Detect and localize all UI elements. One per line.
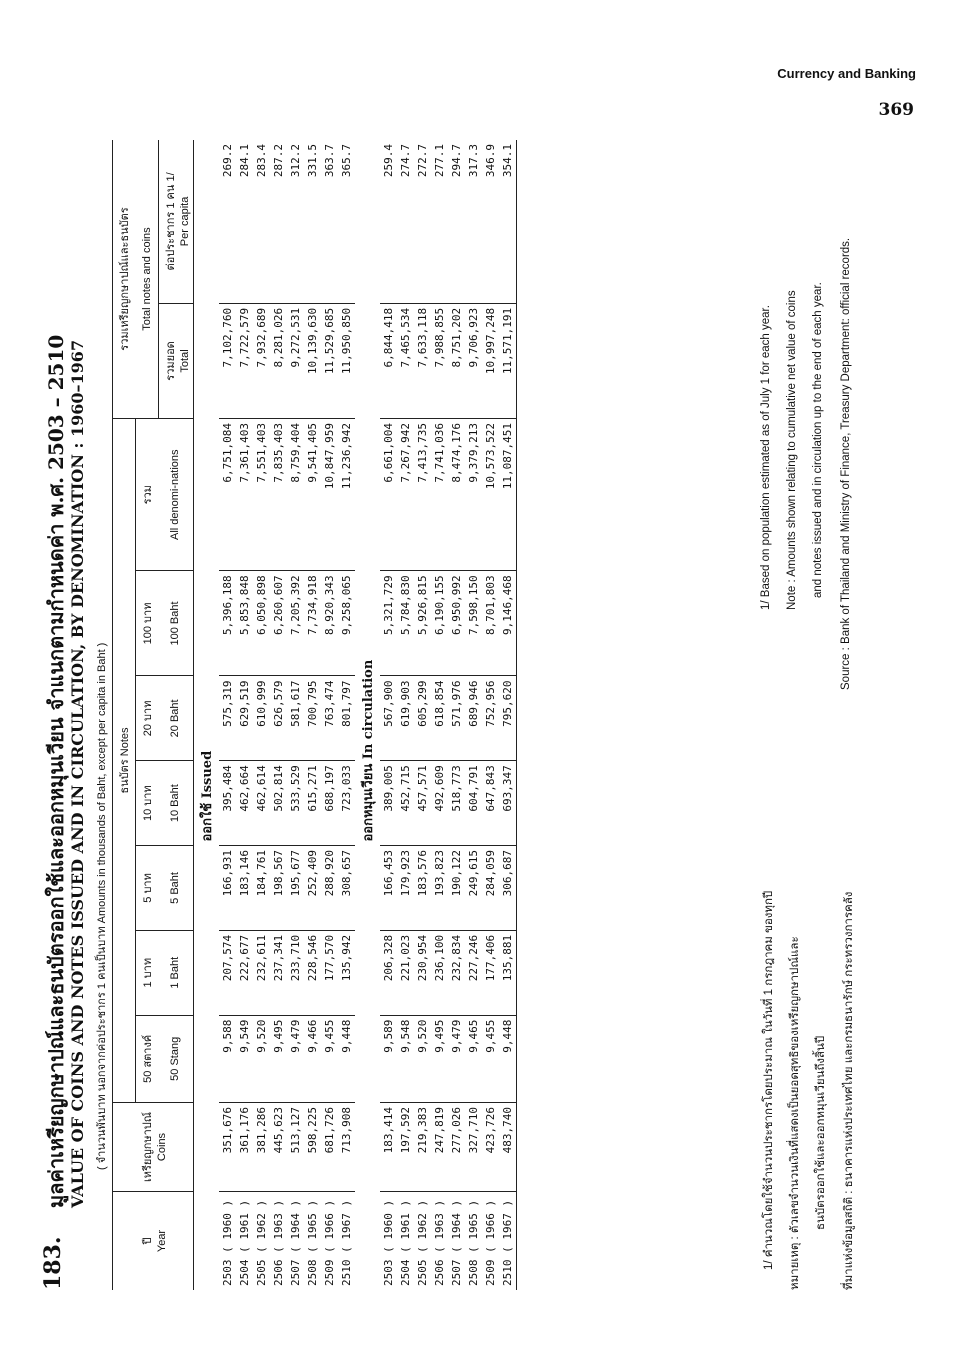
title-thai: มูลค่าเหรียญกษาปณ์และธนบัตรออกใช้และออกหมุนเวียน จำแนกตามกำหนดค่า พ.ศ. 2503 – 2510	[44, 334, 68, 1208]
denom-10baht-en: 10 Baht	[158, 761, 193, 846]
value-cell: 8,759,404	[287, 419, 304, 571]
value-cell: 237,341	[270, 930, 287, 1015]
table-body	[193, 140, 516, 1290]
value-cell: 5,853,848	[236, 571, 253, 676]
value-cell: 7,413,735	[414, 419, 431, 571]
table-row	[287, 140, 304, 1290]
value-cell: 9,495	[270, 1015, 287, 1102]
value-cell: 6,950,992	[448, 571, 465, 676]
value-cell: 6,751,084	[219, 419, 236, 571]
value-cell: 395,484	[219, 761, 236, 846]
note-en	[786, 290, 798, 610]
value-cell: 6,661,004	[380, 419, 397, 571]
value-cell: 11,571,191	[499, 303, 517, 418]
denom-10baht-th: 10 บาท	[136, 761, 159, 846]
value-cell: 331.5	[304, 140, 321, 303]
denom-50stang-en: 50 Stang	[158, 1015, 193, 1102]
notes-group-header: ธนบัตร Notes	[113, 419, 136, 1103]
total-header	[158, 303, 193, 418]
value-cell: 195,677	[287, 846, 304, 931]
value-cell: 183,414	[380, 1103, 397, 1192]
total-group-header-th: รวมเหรียญกษาปณ์และธนบัตร	[113, 140, 136, 419]
value-cell: 193,823	[431, 846, 448, 931]
year-header-th: ปี	[141, 1237, 154, 1245]
value-cell: 7,633,118	[414, 303, 431, 418]
value-cell: 269.2	[219, 140, 236, 303]
value-cell: 9,479	[448, 1015, 465, 1102]
value-cell: 207,574	[219, 930, 236, 1015]
value-cell: 184,761	[253, 846, 270, 931]
table-row	[431, 140, 448, 1290]
value-cell: 183,146	[236, 846, 253, 931]
value-cell: 9,588	[219, 1015, 236, 1102]
note-th-label: หมายเหตุ :	[789, 1236, 801, 1290]
value-cell: 689,946	[465, 676, 482, 761]
value-cell: 462,664	[236, 761, 253, 846]
value-cell: 177,570	[321, 930, 338, 1015]
value-cell: 700,795	[304, 676, 321, 761]
value-cell: 647,843	[482, 761, 499, 846]
value-cell: 5,784,830	[397, 571, 414, 676]
value-cell: 7,361,403	[236, 419, 253, 571]
rotated-table-sheet	[40, 120, 900, 1300]
value-cell: 423,726	[482, 1103, 499, 1192]
value-cell: 135,881	[499, 930, 517, 1015]
denom-all-en: All denomi-nations	[158, 419, 193, 571]
value-cell: 10,139,630	[304, 303, 321, 418]
section-row	[193, 140, 219, 1290]
value-cell: 206,328	[380, 930, 397, 1015]
footnote-1-th: 1/ คำนวณโดยใช้จำนวนประชากรโดยประมาณ ในวันที่ 1 กรกฎาคม ของทุกปี	[763, 890, 775, 1270]
value-cell: 615,271	[304, 761, 321, 846]
denom-all-th: รวม	[136, 419, 159, 571]
value-cell: 222,677	[236, 930, 253, 1015]
value-cell: 230,954	[414, 930, 431, 1015]
value-cell: 567,900	[380, 676, 397, 761]
value-cell: 233,710	[287, 930, 304, 1015]
note-th-line1: ตัวเลขจำนวนเงินที่แสดงเป็นยอดสุทธิของเหรียญกษาปณ์และ	[789, 936, 801, 1234]
denom-20baht-th: 20 บาท	[136, 676, 159, 761]
per-capita-header	[158, 140, 193, 303]
value-cell: 11,236,942	[338, 419, 355, 571]
value-cell: 10,997,248	[482, 303, 499, 418]
value-cell: 288,920	[321, 846, 338, 931]
value-cell: 605,299	[414, 676, 431, 761]
value-cell: 365.7	[338, 140, 355, 303]
value-cell: 274.7	[397, 140, 414, 303]
value-cell: 9,520	[253, 1015, 270, 1102]
value-cell: 9,379,213	[465, 419, 482, 571]
table-row	[338, 140, 355, 1290]
units-note: ( จำนวนพันบาท นอกจากค่อประชากร 1 คนเป็นบาท Amounts in thousands of Baht, except per capita in Baht )	[96, 642, 108, 1170]
value-cell: 294.7	[448, 140, 465, 303]
value-cell: 10,573,522	[482, 419, 499, 571]
value-cell: 9,549	[236, 1015, 253, 1102]
value-cell: 9,455	[482, 1015, 499, 1102]
value-cell: 681,726	[321, 1103, 338, 1192]
value-cell: 9,146,468	[499, 571, 517, 676]
table-number: 183.	[40, 1236, 66, 1290]
value-cell: 502,814	[270, 761, 287, 846]
value-cell: 5,396,188	[219, 571, 236, 676]
table-row	[304, 140, 321, 1290]
value-cell: 9,479	[287, 1015, 304, 1102]
value-cell: 9,448	[338, 1015, 355, 1102]
value-cell: 7,102,760	[219, 303, 236, 418]
value-cell: 346.9	[482, 140, 499, 303]
value-cell: 581,617	[287, 676, 304, 761]
year-cell: 2503 ( 1960 )	[220, 1199, 234, 1286]
value-cell: 445,623	[270, 1103, 287, 1192]
value-cell: 9,272,531	[287, 303, 304, 418]
table-row	[465, 140, 482, 1290]
value-cell: 6,844,418	[380, 303, 397, 418]
value-cell: 9,589	[380, 1015, 397, 1102]
value-cell: 284.1	[236, 140, 253, 303]
value-cell: 598,225	[304, 1103, 321, 1192]
value-cell: 197,592	[397, 1103, 414, 1192]
value-cell: 492,609	[431, 761, 448, 846]
value-cell: 236,100	[431, 930, 448, 1015]
value-cell: 6,050,898	[253, 571, 270, 676]
value-cell: 351,676	[219, 1103, 236, 1192]
value-cell: 9,541,405	[304, 419, 321, 571]
denom-1baht-en: 1 Baht	[158, 930, 193, 1015]
year-cell: 2506 ( 1963 )	[432, 1199, 446, 1286]
note-en-label: Note	[786, 585, 798, 610]
value-cell: 752,956	[482, 676, 499, 761]
section-header: Currency and Banking	[777, 66, 916, 81]
year-cell: 2504 ( 1961 )	[237, 1199, 251, 1286]
value-cell: 381,286	[253, 1103, 270, 1192]
table-row	[380, 140, 397, 1290]
value-cell: 11,529,685	[321, 303, 338, 418]
year-cell: 2508 ( 1965 )	[305, 1199, 319, 1286]
value-cell: 232,611	[253, 930, 270, 1015]
table-row	[499, 140, 517, 1290]
value-cell: 7,598,150	[465, 571, 482, 676]
value-cell: 626,579	[270, 676, 287, 761]
value-cell: 228,546	[304, 930, 321, 1015]
value-cell: 604,791	[465, 761, 482, 846]
value-cell: 7,551,403	[253, 419, 270, 571]
year-header-en: Year	[155, 1229, 168, 1253]
value-cell: 354.1	[499, 140, 517, 303]
value-cell: 361,176	[236, 1103, 253, 1192]
value-cell: 312.2	[287, 140, 304, 303]
denom-20baht-en: 20 Baht	[158, 676, 193, 761]
year-header	[113, 1192, 194, 1291]
value-cell: 283.4	[253, 140, 270, 303]
denom-5baht-en: 5 Baht	[158, 846, 193, 931]
total-header-en: Total	[178, 349, 191, 373]
value-cell: 11,950,850	[338, 303, 355, 418]
year-cell: 2509 ( 1966 )	[322, 1199, 336, 1286]
value-cell: 190,122	[448, 846, 465, 931]
year-cell: 2503 ( 1960 )	[381, 1199, 395, 1286]
year-cell: 2509 ( 1966 )	[483, 1199, 497, 1286]
year-cell: 2508 ( 1965 )	[466, 1199, 480, 1286]
denom-50stang-th: 50 สตางค์	[136, 1015, 159, 1102]
note-th	[786, 936, 804, 1290]
value-cell: 232,834	[448, 930, 465, 1015]
value-cell: 8,474,176	[448, 419, 465, 571]
value-cell: 619,903	[397, 676, 414, 761]
value-cell: 7,267,942	[397, 419, 414, 571]
value-cell: 610,999	[253, 676, 270, 761]
section-label: ออกหมุนเวียน In circulation	[360, 659, 376, 842]
table-row	[414, 140, 431, 1290]
value-cell: 252,409	[304, 846, 321, 931]
coins-header	[113, 1103, 194, 1192]
total-header-th: รวมยอด	[164, 341, 177, 381]
value-cell: 5,321,729	[380, 571, 397, 676]
value-cell: 272.7	[414, 140, 431, 303]
value-cell: 693,347	[499, 761, 517, 846]
value-cell: 457,571	[414, 761, 431, 846]
value-cell: 9,466	[304, 1015, 321, 1102]
value-cell: 306,687	[499, 846, 517, 931]
value-cell: 9,448	[499, 1015, 517, 1102]
value-cell: 7,741,036	[431, 419, 448, 571]
value-cell: 135,942	[338, 930, 355, 1015]
value-cell: 8,751,202	[448, 303, 465, 418]
denom-1baht-th: 1 บาท	[136, 930, 159, 1015]
coins-header-en: Coins	[155, 1132, 168, 1162]
value-cell: 801,797	[338, 676, 355, 761]
year-cell: 2507 ( 1964 )	[288, 1199, 302, 1286]
value-cell: 6,260,607	[270, 571, 287, 676]
value-cell: 483,740	[499, 1103, 517, 1192]
value-cell: 287.2	[270, 140, 287, 303]
value-cell: 763,474	[321, 676, 338, 761]
value-cell: 259.4	[380, 140, 397, 303]
value-cell: 513,127	[287, 1103, 304, 1192]
table-row	[397, 140, 414, 1290]
value-cell: 8,701,803	[482, 571, 499, 676]
value-cell: 795,620	[499, 676, 517, 761]
value-cell: 7,988,855	[431, 303, 448, 418]
value-cell: 452,715	[397, 761, 414, 846]
value-cell: 9,455	[321, 1015, 338, 1102]
per-capita-header-th: ต่อประชากร 1 คน 1/	[164, 172, 177, 271]
value-cell: 462,614	[253, 761, 270, 846]
value-cell: 308,657	[338, 846, 355, 931]
value-cell: 249,615	[465, 846, 482, 931]
value-cell: 9,465	[465, 1015, 482, 1102]
page-number: 369	[878, 100, 914, 120]
coins-header-th: เหรียญกษาปณ์	[141, 1112, 154, 1183]
section-label: ออกใช้ Issued	[199, 750, 215, 842]
value-cell: 723,033	[338, 761, 355, 846]
value-cell: 7,734,918	[304, 571, 321, 676]
table-row	[236, 140, 253, 1290]
value-cell: 713,908	[338, 1103, 355, 1192]
year-cell: 2505 ( 1962 )	[254, 1199, 268, 1286]
value-cell: 166,931	[219, 846, 236, 931]
value-cell: 9,548	[397, 1015, 414, 1102]
value-cell: 7,932,689	[253, 303, 270, 418]
value-cell: 277.1	[431, 140, 448, 303]
value-cell: 198,567	[270, 846, 287, 931]
value-cell: 11,087,451	[499, 419, 517, 571]
table-row	[482, 140, 499, 1290]
table-row	[448, 140, 465, 1290]
value-cell: 284,059	[482, 846, 499, 931]
value-cell: 7,835,403	[270, 419, 287, 571]
table-row	[270, 140, 287, 1290]
value-cell: 629,519	[236, 676, 253, 761]
value-cell: 8,281,026	[270, 303, 287, 418]
value-cell: 166,453	[380, 846, 397, 931]
value-cell: 5,926,815	[414, 571, 431, 676]
value-cell: 10,847,959	[321, 419, 338, 571]
year-cell: 2510 ( 1967 )	[339, 1199, 353, 1286]
year-cell: 2505 ( 1962 )	[415, 1199, 429, 1286]
value-cell: 389,005	[380, 761, 397, 846]
per-capita-header-en: Per capita	[178, 196, 191, 247]
value-cell: 533,529	[287, 761, 304, 846]
value-cell: 363.7	[321, 140, 338, 303]
section-spacer	[193, 846, 219, 1290]
value-cell: 518,773	[448, 761, 465, 846]
value-cell: 247,819	[431, 1103, 448, 1192]
note-en-line1: : Amounts shown relating to cumulative net value of coins	[786, 290, 798, 583]
value-cell: 9,706,923	[465, 303, 482, 418]
value-cell: 575,319	[219, 676, 236, 761]
value-cell: 219,383	[414, 1103, 431, 1192]
value-cell: 183,576	[414, 846, 431, 931]
value-cell: 221,023	[397, 930, 414, 1015]
value-cell: 9,258,065	[338, 571, 355, 676]
year-cell: 2504 ( 1961 )	[398, 1199, 412, 1286]
value-cell: 179,923	[397, 846, 414, 931]
title-english: VALUE OF COINS AND NOTES ISSUED AND IN CIRCULATION, BY DENOMINATION : 1960–1967	[68, 339, 87, 1208]
note-th-line2: ธนบัตรออกใช้และออกหมุนเวียนถึงสิ้นปี	[815, 1035, 827, 1230]
value-cell: 7,722,579	[236, 303, 253, 418]
total-group-header-en: Total notes and coins	[136, 140, 159, 419]
year-cell: 2507 ( 1964 )	[449, 1199, 463, 1286]
coins-notes-table	[112, 140, 517, 1290]
source-th: ที่มาแห่งข้อมูลสถิติ : ธนาคารแห่งประเทศไทย และกรมธนารักษ์ กระทรวงการคลัง	[843, 891, 855, 1290]
table-row	[253, 140, 270, 1290]
value-cell: 7,205,392	[287, 571, 304, 676]
denom-5baht-th: 5 บาท	[136, 846, 159, 931]
footnote-1-en: 1/ Based on population estimated as of July 1 for each year.	[760, 305, 772, 610]
value-cell: 9,520	[414, 1015, 431, 1102]
value-cell: 571,976	[448, 676, 465, 761]
value-cell: 7,465,534	[397, 303, 414, 418]
table-row	[219, 140, 236, 1290]
value-cell: 227,246	[465, 930, 482, 1015]
note-en-line2: and notes issued and in circulation up to the end of each year.	[812, 282, 824, 598]
section-spacer	[355, 846, 380, 1290]
value-cell: 9,495	[431, 1015, 448, 1102]
value-cell: 327,710	[465, 1103, 482, 1192]
table-row	[321, 140, 338, 1290]
value-cell: 8,920,343	[321, 571, 338, 676]
year-cell: 2510 ( 1967 )	[500, 1199, 514, 1286]
value-cell: 317.3	[465, 140, 482, 303]
denom-100baht-en: 100 Baht	[158, 571, 193, 676]
value-cell: 277,026	[448, 1103, 465, 1192]
value-cell: 688,197	[321, 761, 338, 846]
value-cell: 618,854	[431, 676, 448, 761]
denom-100baht-th: 100 บาท	[136, 571, 159, 676]
value-cell: 177,406	[482, 930, 499, 1015]
section-row	[355, 140, 380, 1290]
value-cell: 6,190,155	[431, 571, 448, 676]
year-cell: 2506 ( 1963 )	[271, 1199, 285, 1286]
source-en: Source : Bank of Thailand and Ministry of Finance, Treasury Department: official records.	[840, 237, 852, 690]
